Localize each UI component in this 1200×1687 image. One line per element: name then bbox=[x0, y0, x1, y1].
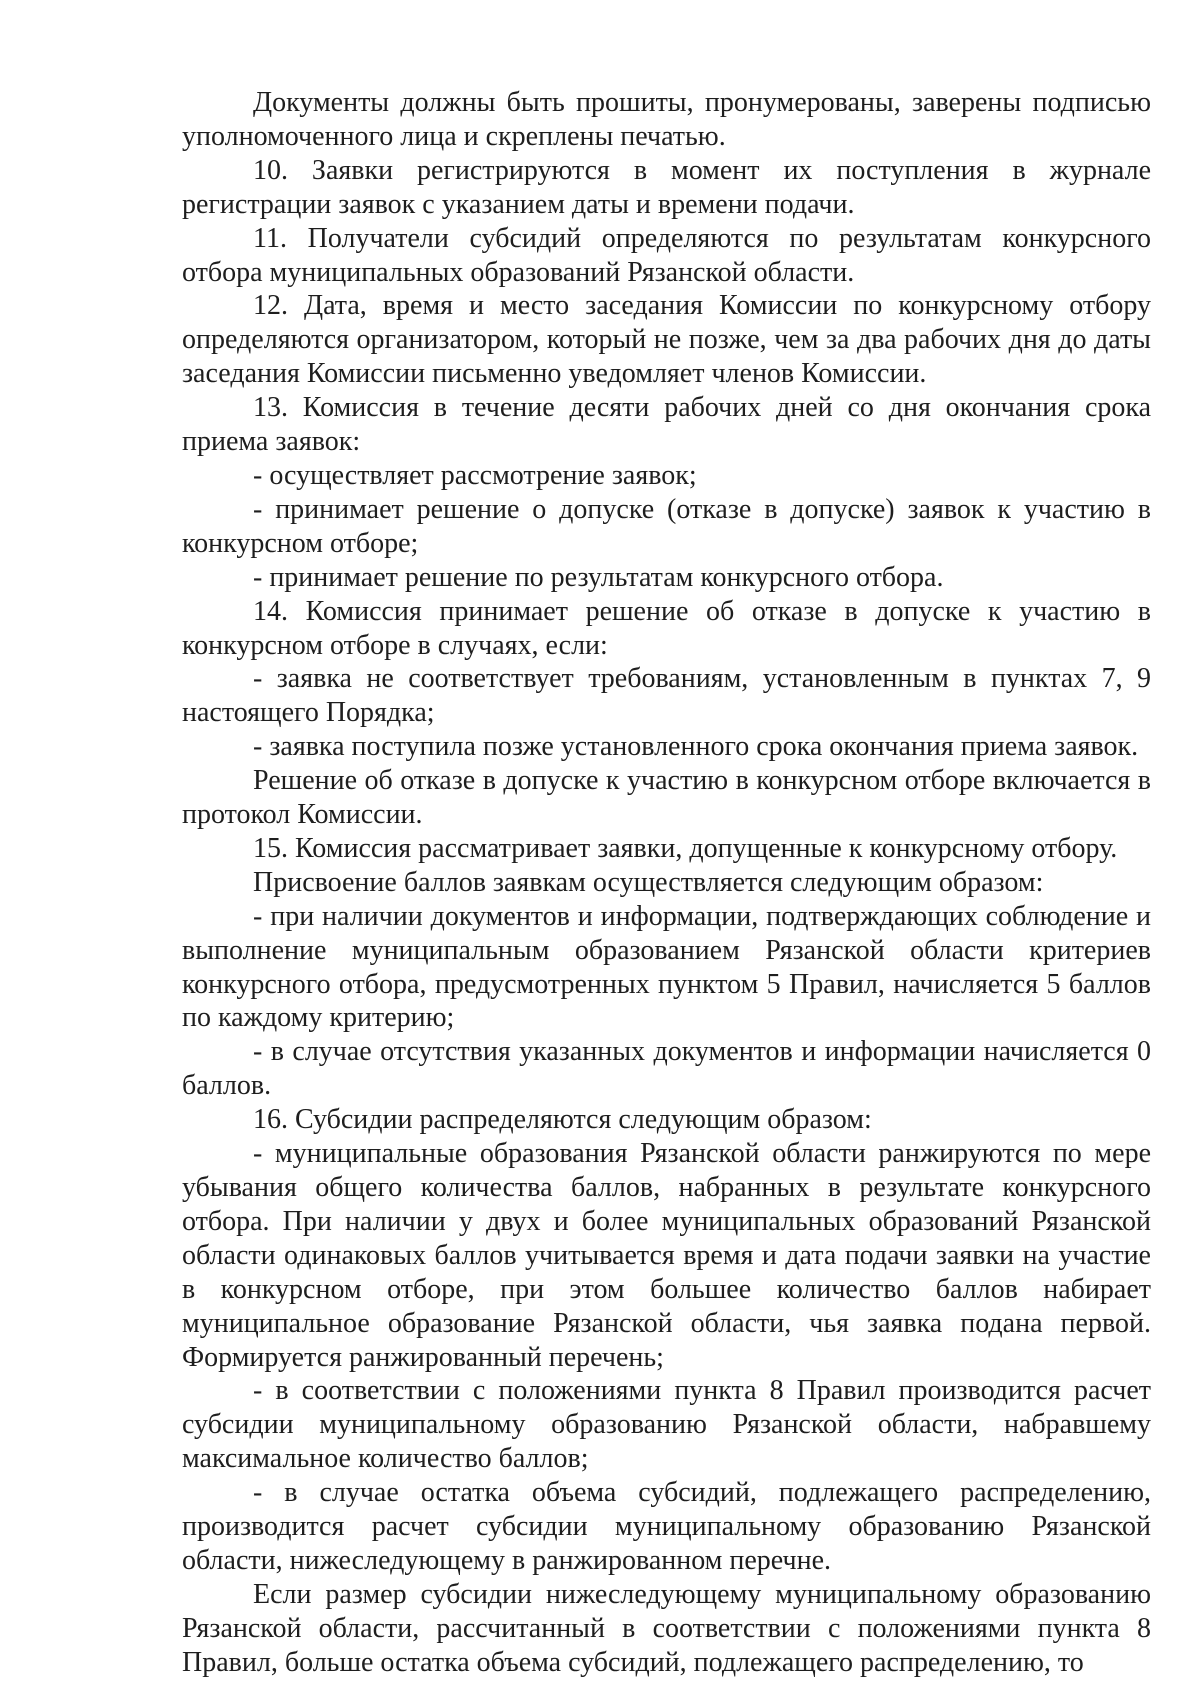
list-item-16-1: - муниципальные образования Рязанской области ранжируются по мере убывания общего количества баллов, набранных в результате конкурсного отбора. При наличии у двух и более муниципальных образований Рязанской области одинаковых баллов учитывается время и дата подачи заявки на участие в конкурсном отборе, при этом большее количество баллов набирает муниципальное образование Рязанской области, чья заявка подана первой. Формируется ранжированный перечень; bbox=[182, 1138, 1151, 1373]
list-item-13-2: - принимает решение о допуске (отказе в допуске) заявок к участию в конкурсном отборе; bbox=[182, 493, 1151, 559]
list-item-15-1: - при наличии документов и информации, подтверждающих соблюдение и выполнение муниципальным образованием Рязанской области критериев конкурсного отбора, предусмотренных пунктом 5 Правил, начисляется 5 баллов по каждому критерию; bbox=[182, 900, 1151, 1034]
paragraph-refusal-decision: Решение об отказе в допуске к участию в конкурсном отборе включается в протокол Комиссии. bbox=[182, 765, 1151, 831]
list-item-13-3: - принимает решение по результатам конкурсного отбора. bbox=[253, 561, 944, 593]
paragraph-item-14: 14. Комиссия принимает решение об отказе в допуске к участию в конкурсном отборе в случаях, если: bbox=[182, 595, 1151, 661]
paragraph-points-assignment: Присвоение баллов заявкам осуществляется следующим образом: bbox=[253, 866, 1044, 898]
paragraph-subsidy-remainder: Если размер субсидии нижеследующему муниципальному образованию Рязанской области, рассчитанный в соответствии с положениями пункта 8 Правил, больше остатка объема субсидий, подлежащего распределению, то bbox=[182, 1578, 1151, 1678]
list-item-16-2: - в соответствии с положениями пункта 8 Правил производится расчет субсидии муниципальному образованию Рязанской области, набравшему максимальное количество баллов; bbox=[182, 1375, 1151, 1475]
paragraph-item-16: 16. Субсидии распределяются следующим образом: bbox=[253, 1104, 872, 1136]
paragraph-item-13: 13. Комиссия в течение десяти рабочих дней со дня окончания срока приема заявок: bbox=[182, 392, 1151, 458]
list-item-14-1: - заявка не соответствует требованиям, установленным в пунктах 7, 9 настоящего Порядка; bbox=[182, 663, 1151, 729]
list-item-14-2: - заявка поступила позже установленного срока окончания приема заявок. bbox=[253, 731, 1139, 763]
paragraph-item-10: 10. Заявки регистрируются в момент их поступления в журнале регистрации заявок с указанием даты и времени подачи. bbox=[182, 154, 1151, 220]
list-item-16-3: - в случае остатка объема субсидий, подлежащего распределению, производится расчет субсидии муниципальному образованию Рязанской области, нижеследующему в ранжированном перечне. bbox=[182, 1477, 1151, 1576]
paragraph-documents-binding: Документы должны быть прошиты, пронумерованы, заверены подписью уполномоченного лица и скреплены печатью. bbox=[182, 87, 1151, 152]
document-body bbox=[182, 86, 1151, 1680]
list-item-15-2: - в случае отсутствия указанных документов и информации начисляется 0 баллов. bbox=[182, 1036, 1151, 1102]
paragraph-item-15: 15. Комиссия рассматривает заявки, допущенные к конкурсному отбору. bbox=[253, 832, 1118, 864]
list-item-13-1: - осуществляет рассмотрение заявок; bbox=[253, 459, 697, 491]
paragraph-item-11: 11. Получатели субсидий определяются по результатам конкурсного отбора муниципальных образований Рязанской области. bbox=[182, 222, 1151, 288]
paragraph-item-12: 12. Дата, время и место заседания Комиссии по конкурсному отбору определяются организатором, который не позже, чем за два рабочих дня до даты заседания Комиссии письменно уведомляет членов Комиссии. bbox=[182, 290, 1151, 390]
